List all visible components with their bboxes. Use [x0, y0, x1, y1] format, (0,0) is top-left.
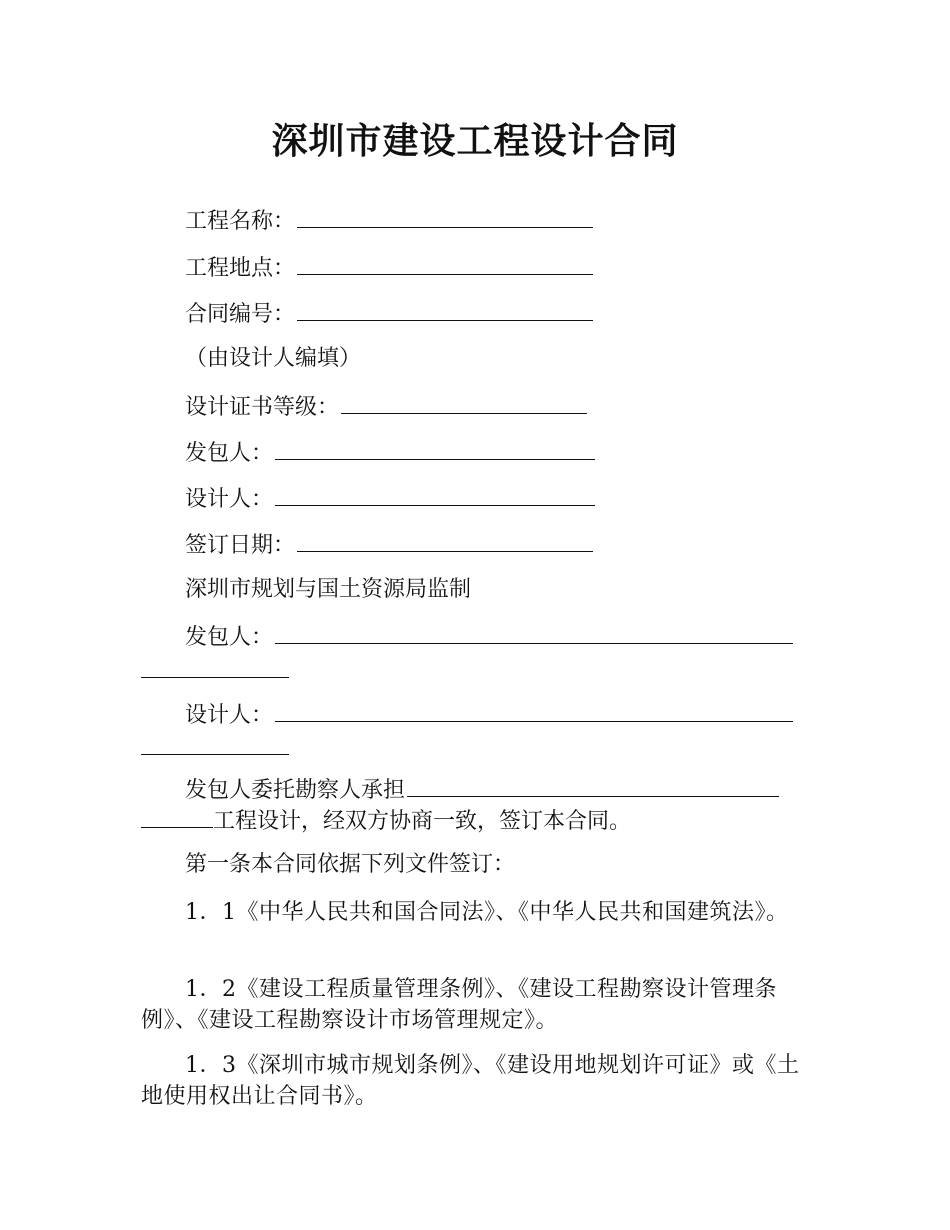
entrust-suffix: 工程设计，经双方协商一致，签订本合同。 [213, 809, 632, 834]
body-employer-field [185, 621, 793, 653]
entrust-line [185, 774, 779, 806]
entrust-project-blank-continued[interactable] [141, 805, 213, 828]
body-designer-blank[interactable] [275, 699, 793, 722]
project-name-blank[interactable] [297, 205, 593, 228]
supervisor-text: 深圳市规划与国土资源局监制 [185, 577, 472, 602]
contract-no-label: 合同编号： [185, 302, 296, 327]
sign-date-label: 签订日期： [185, 533, 296, 558]
entrust-prefix: 发包人委托勘察人承担 [185, 778, 406, 803]
body-employer-label: 发包人： [185, 625, 274, 650]
body-designer-label: 设计人： [185, 703, 274, 728]
clause-1-2: 1．2《建设工程质量管理条例》、《建设工程勘察设计管理条例》、《建设工程勘察设计市场管理规定》。 [141, 977, 777, 1033]
project-location-label: 工程地点： [185, 256, 296, 281]
cert-grade-blank[interactable] [341, 391, 587, 414]
contract-no-blank[interactable] [297, 298, 593, 321]
employer-label: 发包人： [185, 441, 274, 466]
sign-date-blank[interactable] [297, 529, 593, 552]
clause-1-1: 1．1《中华人民共和国合同法》、《中华人民共和国建筑法》。 [185, 900, 789, 925]
filled-by-note: （由设计人编填） [185, 346, 362, 371]
body-designer-field [185, 699, 793, 731]
designer-blank[interactable] [275, 483, 595, 506]
project-location-field [185, 252, 593, 284]
employer-field [185, 437, 595, 469]
cert-grade-field [185, 391, 587, 423]
employer-blank[interactable] [275, 437, 595, 460]
project-name-field [185, 205, 593, 237]
clause-1-3: 1．3《深圳市城市规划条例》、《建设用地规划许可证》或《土地使用权出让合同书》。 [141, 1053, 800, 1109]
project-name-label: 工程名称： [185, 209, 296, 234]
body-designer-blank-continued[interactable] [141, 754, 289, 755]
article-1-heading: 第一条本合同依据下列文件签订： [185, 852, 516, 877]
project-location-blank[interactable] [297, 252, 593, 275]
designer-label: 设计人： [185, 487, 274, 512]
sign-date-field [185, 529, 593, 561]
designer-field [185, 483, 595, 515]
entrust-line-2 [141, 805, 631, 837]
document-title: 深圳市建设工程设计合同 [271, 121, 679, 162]
contract-no-field [185, 298, 593, 330]
body-employer-blank-continued[interactable] [141, 677, 289, 678]
entrust-project-blank[interactable] [407, 774, 779, 797]
body-employer-blank[interactable] [275, 621, 793, 644]
cert-grade-label: 设计证书等级： [185, 395, 340, 420]
